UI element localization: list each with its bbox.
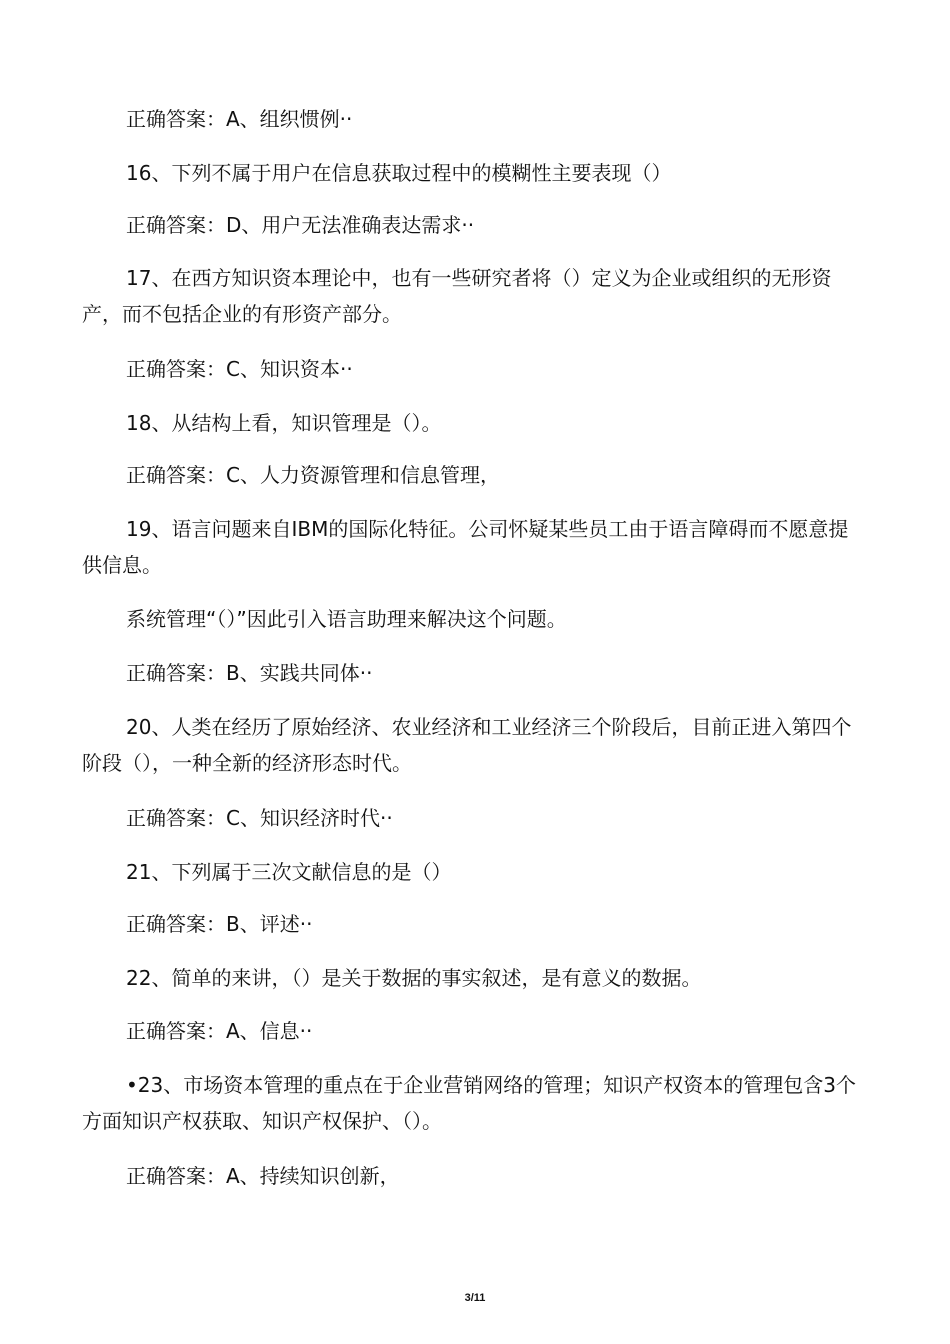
question-19-continued: 系统管理“（）”因此引入语言助理来解决这个问题。 — [126, 607, 567, 631]
answer-21: 正确答案：B、评述·· — [126, 912, 313, 936]
question-20: 20、人类在经历了原始经济、农业经济和工业经济三个阶段后，目前正进入第四个阶段（），一种全新的经济形态时代。 — [82, 715, 852, 775]
question-18: 18、从结构上看，知识管理是（）。 — [126, 411, 442, 435]
page-number: 3/11 — [464, 1292, 486, 1304]
answer-23: 正确答案：A、持续知识创新， — [126, 1164, 400, 1188]
answer-17: 正确答案：C、知识资本·· — [126, 357, 353, 381]
answer-19: 正确答案：B、实践共同体·· — [126, 661, 373, 685]
question-19: 19、语言问题来自IBM的国际化特征。公司怀疑某些员工由于语言障碍而不愿意提供信息。 — [82, 517, 849, 577]
answer-18: 正确答案：C、人力资源管理和信息管理， — [126, 463, 500, 487]
answer-15: 正确答案：A、组织惯例·· — [126, 107, 353, 131]
question-21: 21、下列属于三次文献信息的是（） — [126, 860, 452, 884]
answer-20: 正确答案：C、知识经济时代·· — [126, 806, 393, 830]
question-17: 17、在西方知识资本理论中，也有一些研究者将（）定义为企业或组织的无形资产，而不包括企业的有形资产部分。 — [82, 266, 832, 326]
question-22: 22、简单的来讲，（）是关于数据的事实叙述，是有意义的数据。 — [126, 966, 702, 990]
question-16: 16、下列不属于用户在信息获取过程中的模糊性主要表现（） — [126, 161, 672, 185]
answer-22: 正确答案：A、信息·· — [126, 1019, 313, 1043]
question-23: •23、市场资本管理的重点在于企业营销网络的管理；知识产权资本的管理包含3个方面知识产权获取、知识产权保护、（）。 — [82, 1073, 856, 1133]
answer-16: 正确答案：D、用户无法准确表达需求·· — [126, 213, 475, 237]
